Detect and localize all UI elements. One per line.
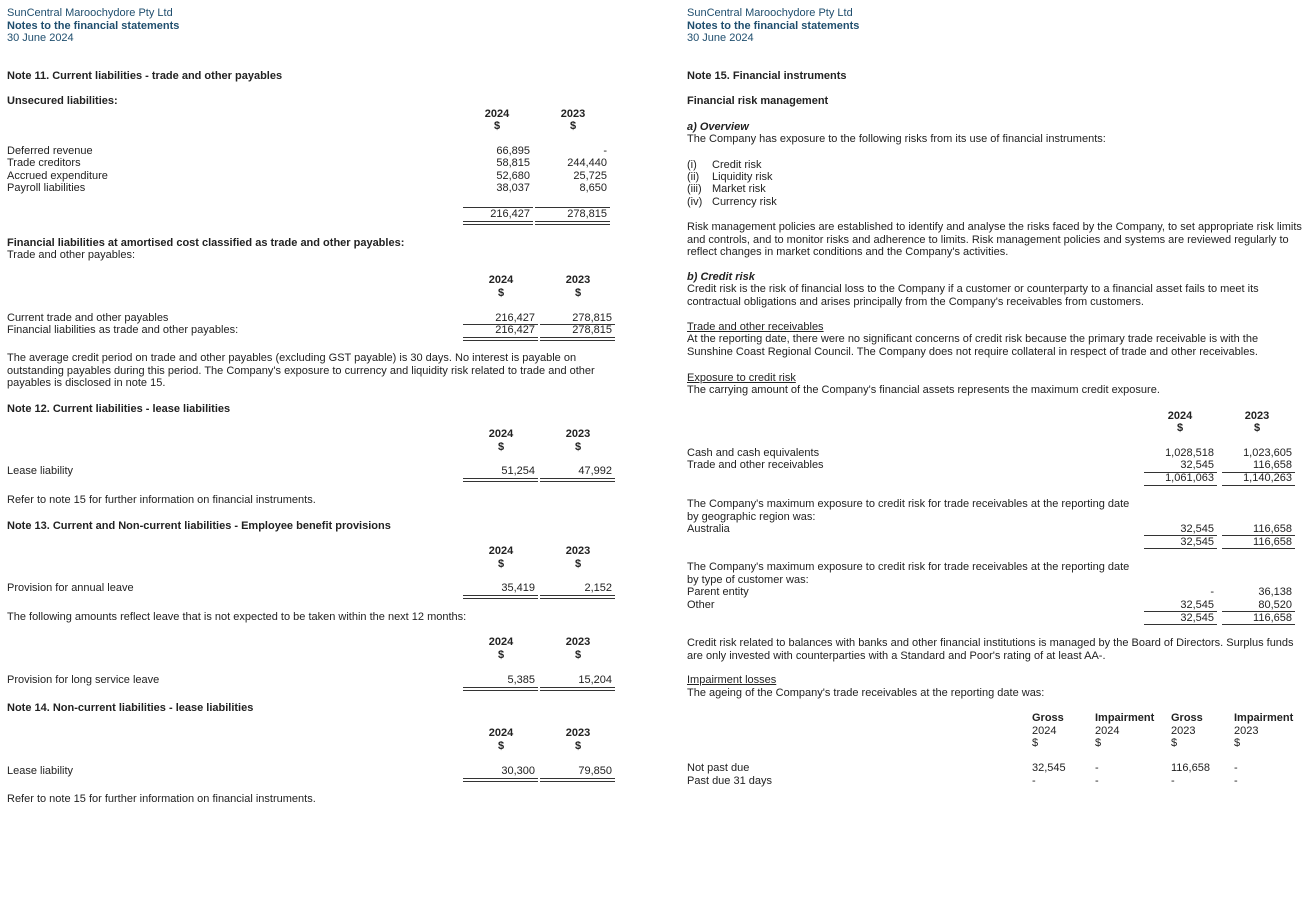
- aging-gross-2023: 116,658: [1171, 762, 1210, 774]
- total-rule: [1144, 624, 1217, 625]
- row-label: Past due 31 days: [687, 775, 773, 787]
- total-2024: 1,061,063: [1165, 472, 1214, 484]
- company-name: SunCentral Maroochydore Pty Ltd: [7, 7, 173, 19]
- cust-paragraph: The Company's maximum exposure to credit risk for trade receivables at the reporting date by type of customer was:: [687, 561, 1130, 586]
- col-header-2024: 2024: [1167, 410, 1193, 422]
- unsecured-title: Unsecured liabilities:: [7, 95, 118, 107]
- total-2024: 32,545: [1180, 536, 1214, 548]
- note15-title: Note 15. Financial instruments: [687, 70, 847, 82]
- aging-header-year: 2024: [1032, 724, 1057, 737]
- note13-title: Note 13. Current and Non-current liabilities - Employee benefit provisions: [7, 520, 391, 532]
- exposure-title: Exposure to credit risk: [687, 372, 796, 384]
- risk-num: (ii): [687, 171, 700, 183]
- col-unit-2024: $: [497, 287, 505, 299]
- col-header-2024: 2024: [488, 545, 514, 557]
- tor-paragraph: At the reporting date, there were no significant concerns of credit risk because the primary trade receivable is with the Sunshine Coast Regional Council. The Company does not require collateral in respect of trade and other receivables.: [687, 333, 1259, 358]
- col-header-2023: 2023: [565, 727, 591, 739]
- col-unit-2023: $: [574, 558, 582, 570]
- aging-header-unit: $: [1234, 737, 1241, 749]
- row-label: Other: [687, 599, 715, 611]
- aging-header-title: Impairment: [1095, 712, 1155, 724]
- value-2024: 35,419: [501, 582, 535, 594]
- aging-header-year: 2023: [1234, 724, 1259, 737]
- col-header-2024: 2024: [488, 727, 514, 739]
- col-header-2024: 2024: [484, 108, 510, 120]
- col-header-2024: 2024: [488, 428, 514, 440]
- value-2023: 244,440: [567, 157, 607, 169]
- col-header-2024: 2024: [488, 636, 514, 648]
- value-2024: 38,037: [496, 182, 530, 194]
- note11-title: Note 11. Current liabilities - trade and other payables: [7, 70, 283, 82]
- value-2023: 15,204: [578, 674, 612, 686]
- impairment-title: Impairment losses: [687, 674, 777, 686]
- page-header: [7, 7, 179, 45]
- value-2023: 36,138: [1258, 586, 1292, 598]
- doc-date: 30 June 2024: [687, 32, 754, 44]
- value-2023: 47,992: [578, 465, 612, 477]
- value-2024: 51,254: [501, 465, 535, 477]
- total-double-rule: [463, 337, 538, 341]
- credit-risk-title: b) Credit risk: [687, 271, 755, 283]
- total-double-rule: [463, 478, 538, 482]
- aging-header-title: Gross: [1171, 712, 1203, 724]
- value-2023: 278,815: [572, 312, 612, 324]
- row-label: Deferred revenue: [7, 145, 93, 157]
- aging-header-gross-2024: [1032, 712, 1064, 750]
- total-rule: [1222, 485, 1295, 486]
- col-header-2024: 2024: [488, 274, 514, 286]
- aging-header-gross-2023: [1171, 712, 1203, 750]
- doc-title: Notes to the financial statements: [7, 19, 180, 32]
- value-2023: 25,725: [573, 170, 607, 182]
- aging-impairment-2024: -: [1095, 762, 1099, 774]
- row-label: Provision for long service leave: [7, 674, 160, 686]
- row-label: Australia: [687, 523, 730, 535]
- value-2024: 216,427: [495, 324, 535, 336]
- aging-header-unit: $: [1032, 737, 1039, 749]
- total-double-rule: [540, 595, 615, 599]
- company-name: SunCentral Maroochydore Pty Ltd: [687, 7, 853, 19]
- impairment-text: The ageing of the Company's trade receivables at the reporting date was:: [687, 687, 1045, 699]
- aging-impairment-2023: -: [1234, 775, 1238, 787]
- col-unit-2024: $: [497, 740, 505, 752]
- value-2023: 80,520: [1258, 599, 1292, 611]
- col-unit-2023: $: [1253, 422, 1261, 434]
- risk-label: Currency risk: [712, 196, 777, 208]
- col-unit-2024: $: [493, 120, 501, 132]
- value-2023: 1,023,605: [1243, 447, 1292, 459]
- total-double-rule: [463, 687, 538, 691]
- total-2023: 278,815: [567, 208, 607, 220]
- aging-header-year: 2024: [1095, 724, 1120, 737]
- col-header-2023: 2023: [565, 545, 591, 557]
- total-double-rule: [535, 221, 610, 225]
- value-2024: 66,895: [496, 145, 530, 157]
- aging-header-impairment-2023: [1234, 712, 1293, 750]
- value-2024: 216,427: [495, 312, 535, 324]
- value-2024: 32,545: [1180, 523, 1214, 535]
- col-unit-2024: $: [497, 649, 505, 661]
- geo-paragraph: The Company's maximum exposure to credit risk for trade receivables at the reporting date by geographic region was:: [687, 498, 1130, 523]
- row-label: Cash and cash equivalents: [687, 447, 820, 459]
- left-page: [7, 0, 627, 910]
- risk-num: (iii): [687, 183, 702, 195]
- col-unit-2023: $: [569, 120, 577, 132]
- policies-paragraph: Risk management policies are established to identify and analyse the risks faced by the Company, to set appropriate risk limits and controls, and to monitor risks and adherence to limits. Risk management policies and systems are reviewed regularly to reflect changes in market conditions and the Company's activities.: [687, 221, 1302, 258]
- total-double-rule: [463, 778, 538, 782]
- credit-risk-paragraph: Credit risk is the risk of financial loss to the Company if a customer or counterparty to a financial asset fails to meet its contractual obligations and arises principally from the Company's receivables from customers.: [687, 283, 1259, 308]
- fin-liab-title: Financial liabilities at amortised cost classified as trade and other payables:: [7, 237, 405, 249]
- total-rule: [1222, 548, 1295, 549]
- row-label: Lease liability: [7, 465, 74, 477]
- right-page: [687, 0, 1307, 910]
- risk-label: Liquidity risk: [712, 171, 773, 183]
- frm-title: Financial risk management: [687, 95, 829, 107]
- aging-gross-2024: -: [1032, 775, 1036, 787]
- aging-gross-2023: -: [1171, 775, 1175, 787]
- risk-num: (i): [687, 159, 697, 171]
- col-header-2023: 2023: [565, 636, 591, 648]
- risk-label: Credit risk: [712, 159, 762, 171]
- row-label: Accrued expenditure: [7, 170, 108, 182]
- total-double-rule: [463, 595, 538, 599]
- refer-note: Refer to note 15 for further information on financial instruments.: [7, 494, 316, 506]
- note14-title: Note 14. Non-current liabilities - lease liabilities: [7, 702, 254, 714]
- total-double-rule: [540, 687, 615, 691]
- note12-title: Note 12. Current liabilities - lease liabilities: [7, 403, 231, 415]
- row-label: Payroll liabilities: [7, 182, 86, 194]
- aging-impairment-2024: -: [1095, 775, 1099, 787]
- row-label: Trade creditors: [7, 157, 81, 169]
- col-unit-2023: $: [574, 441, 582, 453]
- aging-header-title: Impairment: [1234, 712, 1294, 724]
- value-2023: 116,658: [1253, 459, 1292, 471]
- value-2024: 58,815: [496, 157, 530, 169]
- value-2024: 32,545: [1180, 599, 1214, 611]
- value-2024: 32,545: [1180, 459, 1214, 471]
- col-header-2023: 2023: [560, 108, 586, 120]
- col-unit-2024: $: [497, 558, 505, 570]
- credit-period-paragraph: The average credit period on trade and other payables (excluding GST payable) is 30 days. No interest is payable on outstanding payables during this period. The Company's exposure to currency and liquidity risk related to trade and other payables is disclosed in note 15.: [7, 352, 595, 389]
- aging-header-unit: $: [1171, 737, 1178, 749]
- total-rule: [1144, 548, 1217, 549]
- aging-header-unit: $: [1095, 737, 1102, 749]
- total-2024: 32,545: [1180, 612, 1214, 624]
- aging-header-year: 2023: [1171, 724, 1196, 737]
- overview-text: The Company has exposure to the following risks from its use of financial instruments:: [687, 133, 1106, 145]
- risk-label: Market risk: [712, 183, 766, 195]
- page-header: [687, 7, 859, 45]
- value-2023: 79,850: [578, 765, 612, 777]
- value-2023: 8,650: [579, 182, 607, 194]
- value-2023: 278,815: [572, 324, 612, 336]
- value-2024: 52,680: [496, 170, 530, 182]
- col-unit-2024: $: [1176, 422, 1184, 434]
- col-header-2023: 2023: [565, 274, 591, 286]
- total-double-rule: [540, 778, 615, 782]
- value-2023: -: [603, 145, 607, 157]
- aging-header-impairment-2024: [1095, 712, 1154, 750]
- col-header-2023: 2023: [565, 428, 591, 440]
- value-2024: -: [1210, 586, 1214, 598]
- banks-paragraph: Credit risk related to balances with banks and other financial institutions is managed by the Board of Directors. Surplus funds are only invested with counterparties with a Standard and Poor's rating of at least AA-.: [687, 637, 1294, 662]
- doc-title: Notes to the financial statements: [687, 19, 860, 32]
- exposure-text: The carrying amount of the Company's financial assets represents the maximum credit exposure.: [687, 384, 1160, 396]
- doc-date: 30 June 2024: [7, 32, 74, 44]
- leave-note: The following amounts reflect leave that is not expected to be taken within the next 12 months:: [7, 611, 467, 623]
- overview-title: a) Overview: [687, 121, 749, 133]
- value-2024: 1,028,518: [1165, 447, 1214, 459]
- row-label: Financial liabilities as trade and other payables:: [7, 324, 239, 336]
- tor-title: Trade and other receivables: [687, 321, 824, 333]
- refer-note: Refer to note 15 for further information on financial instruments.: [7, 793, 316, 805]
- value-2024: 30,300: [501, 765, 535, 777]
- total-rule: [1144, 485, 1217, 486]
- value-2024: 5,385: [507, 674, 535, 686]
- total-2023: 116,658: [1253, 612, 1292, 624]
- row-label: Current trade and other payables: [7, 312, 169, 324]
- total-double-rule: [540, 337, 615, 341]
- row-label: Trade and other receivables: [687, 459, 824, 471]
- risk-num: (iv): [687, 196, 703, 208]
- row-label: Not past due: [687, 762, 750, 774]
- total-rule: [1222, 624, 1295, 625]
- row-label: Provision for annual leave: [7, 582, 134, 594]
- total-2024: 216,427: [490, 208, 530, 220]
- aging-gross-2024: 32,545: [1032, 762, 1066, 774]
- total-2023: 116,658: [1253, 536, 1292, 548]
- row-label: Parent entity: [687, 586, 749, 598]
- total-2023: 1,140,263: [1243, 472, 1292, 484]
- aging-impairment-2023: -: [1234, 762, 1238, 774]
- aging-header-title: Gross: [1032, 712, 1064, 724]
- value-2023: 2,152: [584, 582, 612, 594]
- row-label: Lease liability: [7, 765, 74, 777]
- col-unit-2024: $: [497, 441, 505, 453]
- col-header-2023: 2023: [1244, 410, 1270, 422]
- col-unit-2023: $: [574, 740, 582, 752]
- total-double-rule: [463, 221, 533, 225]
- col-unit-2023: $: [574, 649, 582, 661]
- value-2023: 116,658: [1253, 523, 1292, 535]
- col-unit-2023: $: [574, 287, 582, 299]
- fin-liab-subtitle: Trade and other payables:: [7, 249, 136, 261]
- total-double-rule: [540, 478, 615, 482]
